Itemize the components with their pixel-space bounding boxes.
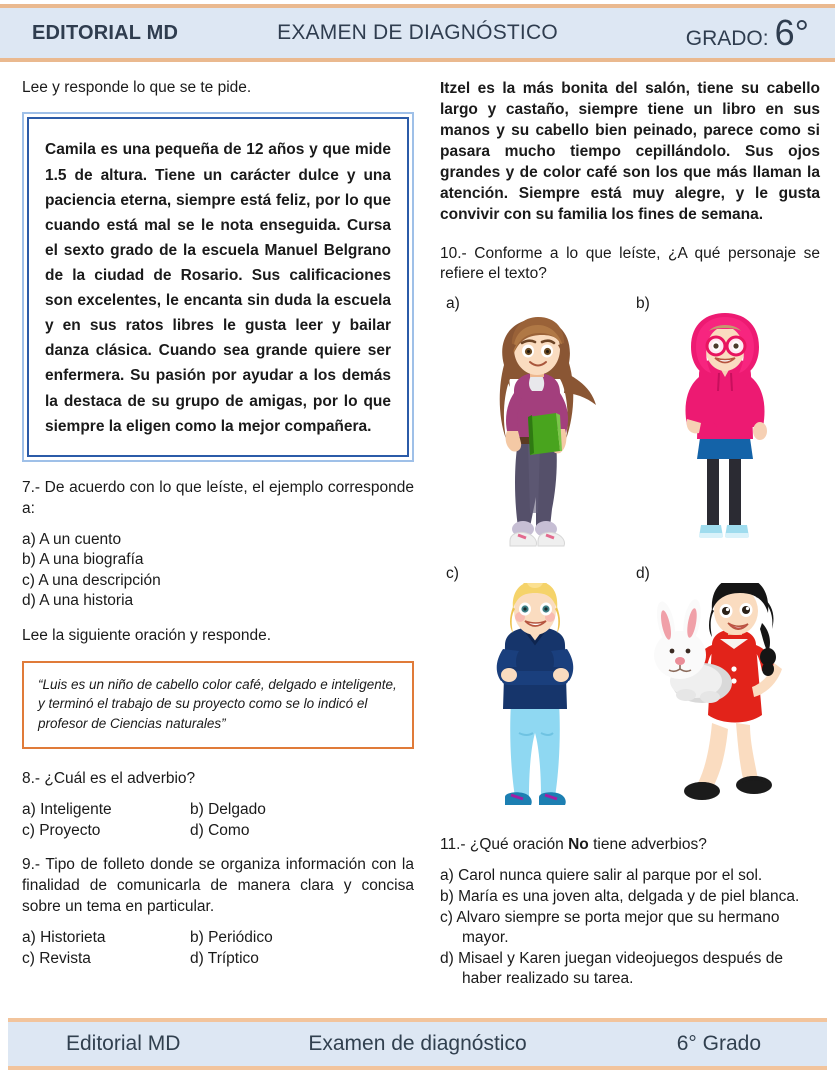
question-7-option-c[interactable]: c) A una descripción [22,571,161,589]
left-column [22,78,414,983]
instruction-read-and-answer: Lee y responde lo que se te pide. [22,79,252,96]
grade-value: 6° [774,12,809,53]
question-11-option-d[interactable]: d) Misael y Karen juegan videojuegos después de haber realizado su tarea. [440,949,783,988]
quote-box-luis [22,661,414,750]
question-11-option-b[interactable]: b) María es una joven alta, delgada y de piel blanca. [440,887,800,905]
footer-brand: Editorial MD [66,1032,181,1055]
question-8-option-d[interactable]: d) Como [190,821,250,839]
question-7-option-b[interactable]: b) A una biografía [22,551,144,569]
question-10-option-d[interactable] [630,565,820,835]
reading-passage-itzel-text: Itzel es la más bonita del salón, tiene su cabello largo y castaño, siempre tiene un libro en sus manos y su cabello bien peinado, parece como si pasara mucho tiempo cepillándolo. Sus ojos grandes y de color café son los que más llaman la atención. Siempre está muy alegre, y le gusta convivir con su familia los fines de semana. [440,80,820,224]
page-header [0,4,835,62]
girl-red-dress-rabbit-illustration [630,583,820,833]
footer-title: Examen de diagnóstico [308,1032,527,1055]
page-footer [8,1018,827,1070]
girl-pink-hoodie-glasses-illustration [630,313,820,563]
reading-passage-box-inner [27,117,409,456]
question-8-option-a[interactable]: a) Inteligente [22,801,112,819]
grade-label: GRADO: [685,27,769,50]
question-7-options [22,530,414,612]
question-9-options [22,928,414,969]
question-9-option-a[interactable]: a) Historieta [22,929,106,947]
question-8-option-row-2 [22,821,414,842]
question-8-option-c[interactable]: c) Proyecto [22,821,101,839]
instruction-read-sentence: Lee la siguiente oración y responde. [22,627,272,645]
right-column [440,78,820,1004]
question-10-text: 10.- Conforme a lo que leíste, ¿A qué personaje se refiere el texto? [440,244,820,283]
question-8-text: 8.- ¿Cuál es el adverbio? [22,770,196,788]
reading-passage-box-camila [22,112,414,461]
question-10-option-b[interactable] [630,295,820,565]
question-10-option-a[interactable] [440,295,630,565]
question-11-prefix: 11.- ¿Qué oración [440,836,569,854]
question-10-option-c-label: c) [446,565,459,583]
question-10-option-c[interactable] [440,565,630,835]
question-8-options [22,800,414,841]
quote-box-luis-text: “Luis es un niño de cabello color café, delgado e inteligente, y terminó el trabajo de su proyecto como se lo indicó el profesor de Ciencias naturales” [38,676,397,731]
header-brand: EDITORIAL MD [32,21,179,44]
question-7-text: 7.- De acuerdo con lo que leíste, el ejemplo corresponde a: [22,478,414,517]
question-9-text: 9.- Tipo de folleto donde se organiza información con la finalidad de comunicarla de manera clara y concisa sobre un tema en particular. [22,856,414,916]
question-9-option-b[interactable]: b) Periódico [190,929,273,947]
question-8-option-row-1 [22,800,414,821]
footer-grade: 6° Grado [676,1032,761,1055]
question-9-option-c[interactable]: c) Revista [22,949,91,967]
question-10-option-b-label: b) [636,295,650,313]
question-11-bold-no: No [568,836,589,854]
question-11-text [440,835,820,856]
question-9-option-row-1 [22,928,414,949]
question-9-option-d[interactable]: d) Tríptico [190,949,259,967]
question-8-option-b[interactable]: b) Delgado [190,801,266,819]
girl-brown-hair-green-book-illustration [440,313,630,563]
reading-passage-camila-text: Camila es una pequeña de 12 años y que mide 1.5 de altura. Tiene un carácter dulce y una paciencia eterna, siempre está feliz, por lo que cuando está mal se le nota enseguida. Cursa el sexto grado de la escuela Manuel Belgrano de la ciudad de Rosario. Sus calificaciones son excelentes, le encanta sin duda la escuela y en sus ratos libres le gusta leer y bailar danza clásica. Cuando sea grande quiere ser enfermera. Su pasión por ayudar a los demás la destaca de su grupo de amigas, por lo que siempre la eligen como la mejor compañera. [45,141,391,435]
question-9-option-row-2 [22,949,414,970]
question-10-image-options [440,295,820,835]
question-10-option-d-label: d) [636,565,650,583]
header-title: EXAMEN DE DIAGNÓSTICO [277,21,558,44]
question-11-option-c[interactable]: c) Alvaro siempre se porta mejor que su hermano mayor. [440,908,780,947]
header-grade [685,12,809,53]
question-7-option-d[interactable]: d) A una historia [22,592,134,610]
question-7-option-a[interactable]: a) A un cuento [22,530,122,548]
blonde-girl-navy-sweater-illustration [440,583,630,833]
question-10-option-a-label: a) [446,295,460,313]
question-11-option-a[interactable]: a) Carol nunca quiere salir al parque por el sol. [440,867,763,885]
question-11-suffix: tiene adverbios? [588,836,707,854]
question-11-options [440,866,820,990]
